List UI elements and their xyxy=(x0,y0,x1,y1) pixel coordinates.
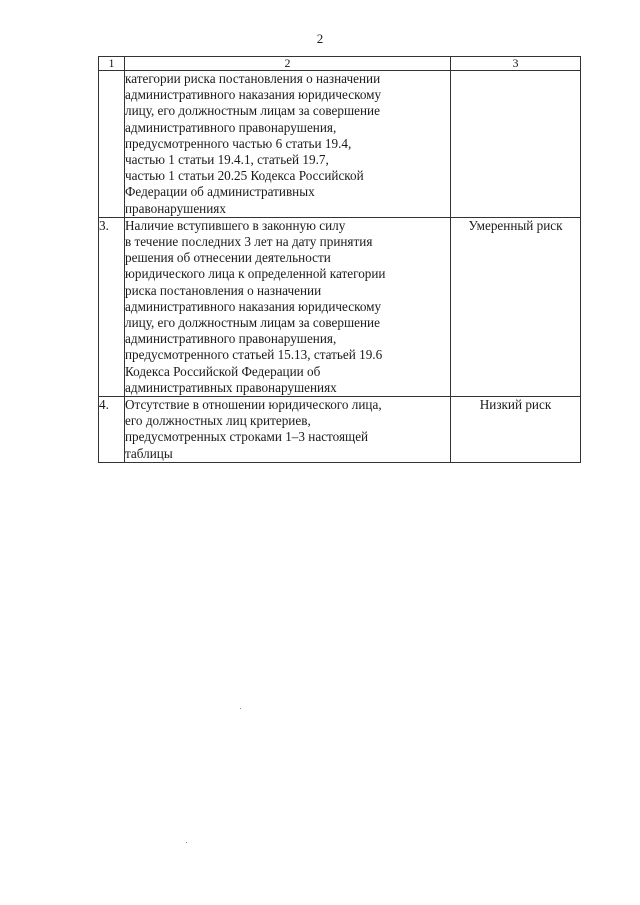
criterion-text xyxy=(125,397,451,463)
criteria-table xyxy=(98,56,581,463)
criterion-line: предусмотренных строками 1–3 настоящей xyxy=(125,429,369,445)
page-number: 2 xyxy=(316,31,324,46)
criterion-line: Федерации об административных xyxy=(125,184,315,200)
row-number xyxy=(99,71,125,218)
criterion-line: предусмотренного статьей 15.13, статьей 19.6 xyxy=(125,347,383,363)
criterion-line: Наличие вступившего в законную силу xyxy=(125,217,346,233)
criterion-line: предусмотренного частью 6 статьи 19.4, xyxy=(125,135,352,151)
criterion-line: Кодекса Российской Федерации об xyxy=(125,363,321,379)
criterion-line: лицу, его должностным лицам за совершение xyxy=(125,315,380,331)
criterion-text xyxy=(125,217,451,396)
criterion-line: административного наказания юридическому xyxy=(125,298,382,314)
criterion-line: категории риска постановления о назначении xyxy=(125,71,381,86)
table-row-continuation xyxy=(99,71,581,218)
criterion-line: риска постановления о назначении xyxy=(125,282,322,298)
criterion-line: административного правонарушения, xyxy=(125,331,337,347)
criterion-line: административного правонарушения, xyxy=(125,119,337,135)
criterion-line: решения об отнесении деятельности xyxy=(125,250,331,266)
risk-category: Умеренный риск xyxy=(451,217,581,396)
table-header-row xyxy=(99,57,581,71)
header-cell-3: 3 xyxy=(451,57,581,71)
header-cell-2: 2 xyxy=(125,57,451,71)
header-cell-1: 1 xyxy=(99,57,125,71)
criterion-line: административного наказания юридическому xyxy=(125,87,382,103)
row-number: 4. xyxy=(99,397,125,463)
criterion-line: Отсутствие в отношении юридического лица, xyxy=(125,397,382,413)
criterion-line: в течение последних 3 лет на дату принятия xyxy=(125,234,373,250)
criterion-line: его должностных лиц критериев, xyxy=(125,413,311,429)
scan-speck xyxy=(186,842,187,843)
table-row-4 xyxy=(99,397,581,463)
criterion-line: частью 1 статьи 19.4.1, статьей 19.7, xyxy=(125,152,329,168)
criterion-line: административных правонарушениях xyxy=(125,379,337,395)
risk-category xyxy=(451,71,581,218)
criterion-line: таблицы xyxy=(125,445,173,461)
criterion-line: частью 1 статьи 20.25 Кодекса Российской xyxy=(125,168,364,184)
criterion-text xyxy=(125,71,451,218)
risk-category: Низкий риск xyxy=(451,397,581,463)
scan-speck xyxy=(240,708,241,709)
criterion-line: юридического лица к определенной категории xyxy=(125,266,386,282)
criterion-line: правонарушениях xyxy=(125,200,226,216)
table-row-3 xyxy=(99,217,581,396)
row-number: 3. xyxy=(99,217,125,396)
criterion-line: лицу, его должностным лицам за совершение xyxy=(125,103,380,119)
